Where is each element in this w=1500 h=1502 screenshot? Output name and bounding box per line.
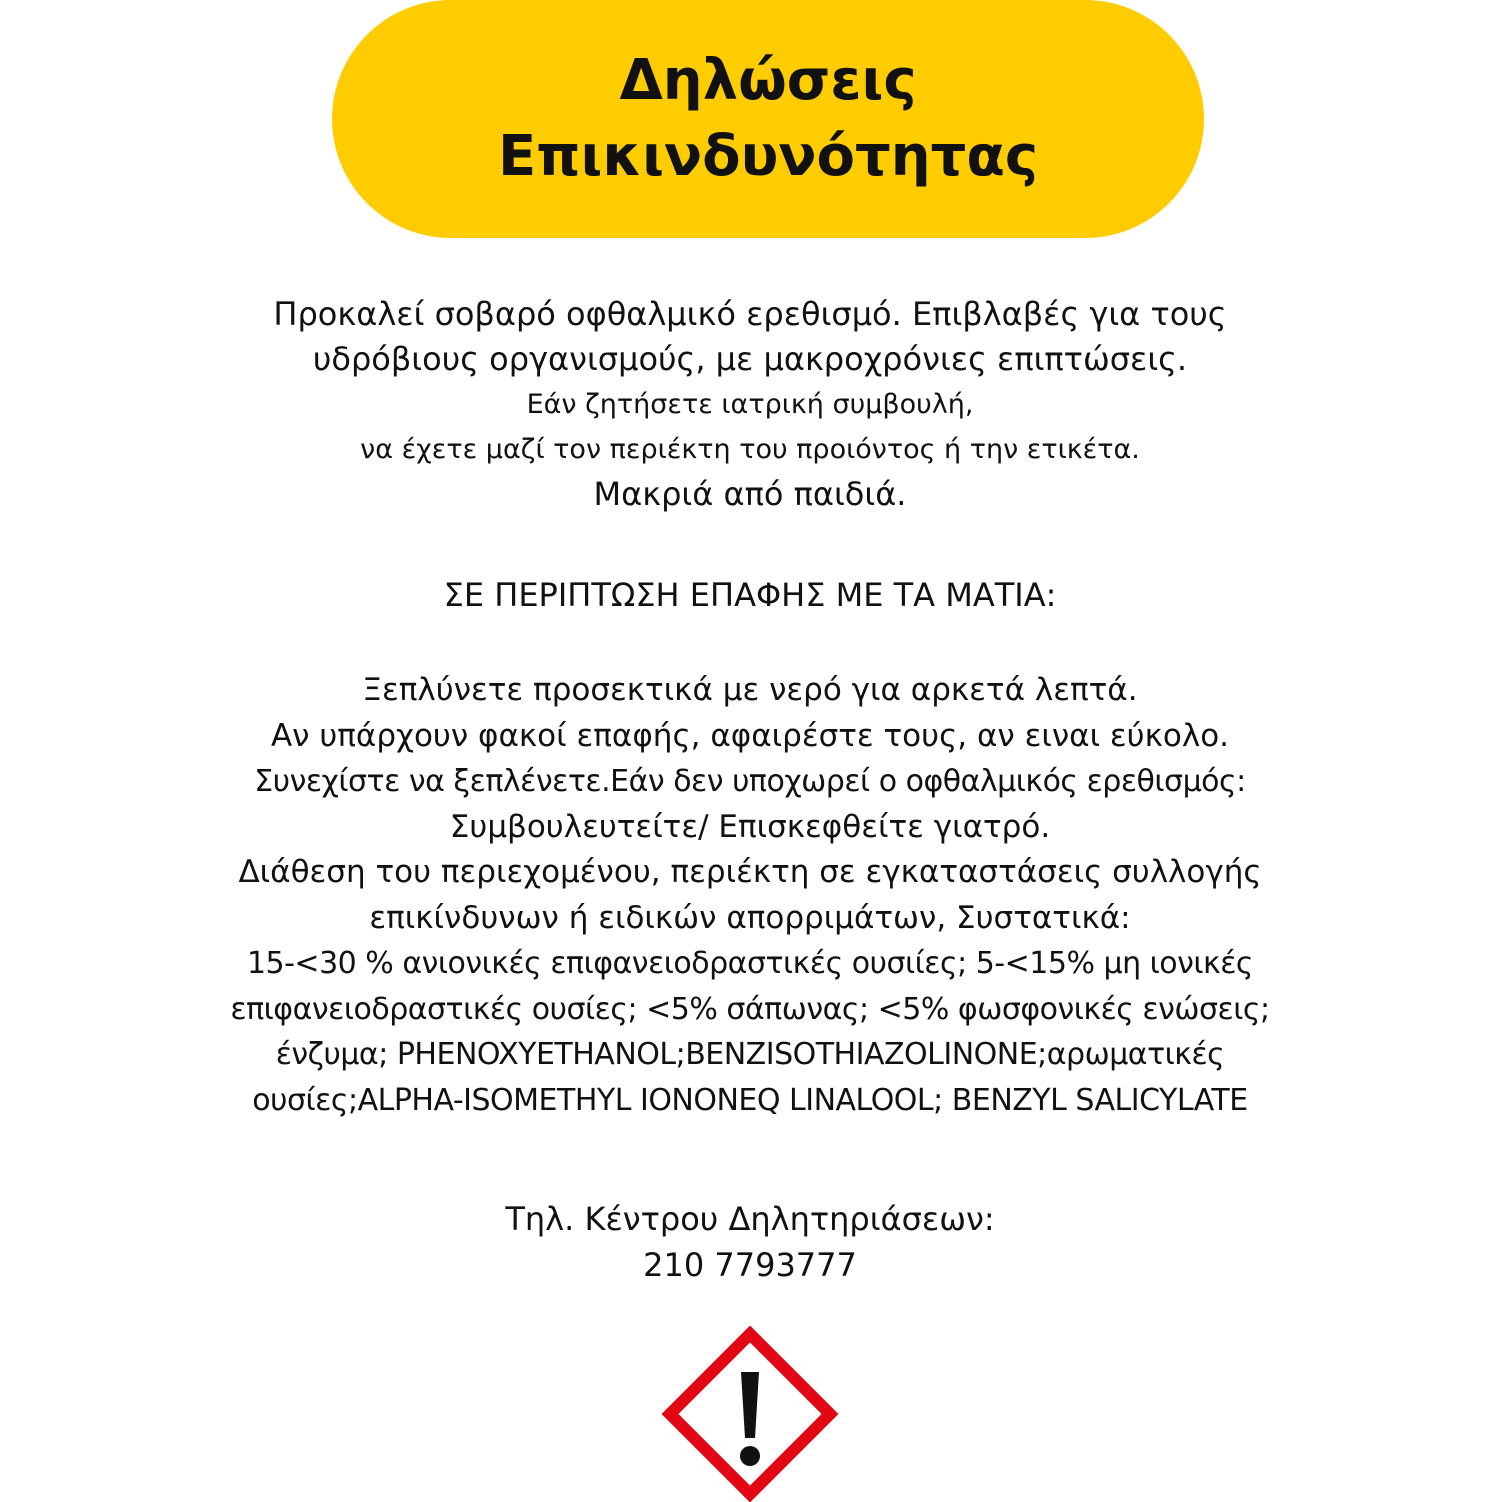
statement-line: Εάν ζητήσετε ιατρική συμβουλή, [526, 389, 974, 420]
instruction-line: ουσίες;ALPHA-ISOMETHYL IONONEQ LINALOOL; BENZYL SALICYLATE [252, 1082, 1248, 1118]
instruction-line: Αν υπάρχουν φακοί επαφής, αφαιρέστε τους, αν ειναι εύκολο. [270, 717, 1230, 754]
poison-center-phone: 210 7793777 [643, 1246, 857, 1284]
instruction-line: επικίνδυνων ή ειδικών απορριμάτων, Συστατικά: [369, 899, 1131, 936]
eye-contact-heading: ΣΕ ΠΕΡΙΠΤΩΣΗ ΕΠΑΦΗΣ ΜΕ ΤΑ ΜΑΤΙΑ: [443, 576, 1057, 614]
instruction-line: ένζυμα; PHENOXYETHANOL;BENZISOTHIAZOLINONE;αρωματικές [275, 1037, 1225, 1072]
title-banner [332, 0, 1204, 238]
poison-center-section [0, 1196, 1500, 1288]
statement-line: να έχετε μαζί τον περιέκτη του προιόντος ή την ετικέτα. [360, 434, 1140, 465]
instruction-line: Συμβουλευτείτε/ Επισκεφθείτε γιατρό. [449, 808, 1051, 845]
instructions-section [0, 668, 1500, 1123]
statement-line: Προκαλεί σοβαρό οφθαλμικό ερεθισμό. Επιβλαβές για τους [273, 295, 1227, 333]
instruction-line: Συνεχίστε να ξεπλένετε.Εάν δεν υποχωρεί ο οφθαλμικός ερεθισμός: [254, 764, 1246, 799]
title-line-2: Επικινδυνότητας [497, 124, 1039, 189]
instruction-line: επιφανειοδραστικές ουσίες; <5% σάπωνας; <5% φωσφονικές ενώσεις; [230, 991, 1270, 1027]
poison-center-label: Τηλ. Κέντρου Δηλητηριάσεων: [505, 1200, 995, 1238]
hazard-statements [0, 292, 1500, 517]
instruction-line: Ξεπλύνετε προσεκτικά με νερό για αρκετά λεπτά. [362, 672, 1138, 708]
exclamation-mark-icon [662, 1326, 838, 1502]
statement-line: Μακριά από παιδιά. [593, 475, 907, 513]
statement-line: υδρόβιους οργανισμούς, με μακροχρόνιες επιπτώσεις. [312, 340, 1188, 378]
instruction-line: 15-<30 % ανιονικές επιφανειοδραστικές ουσιίες; 5-<15% μη ιονικές [246, 946, 1254, 981]
eye-contact-section [0, 573, 1500, 618]
title-line-1: Δηλώσεις [619, 48, 917, 113]
instruction-line: Διάθεση του περιεχομένου, περιέκτη σε εγκαταστάσεις συλλογής [238, 854, 1262, 890]
